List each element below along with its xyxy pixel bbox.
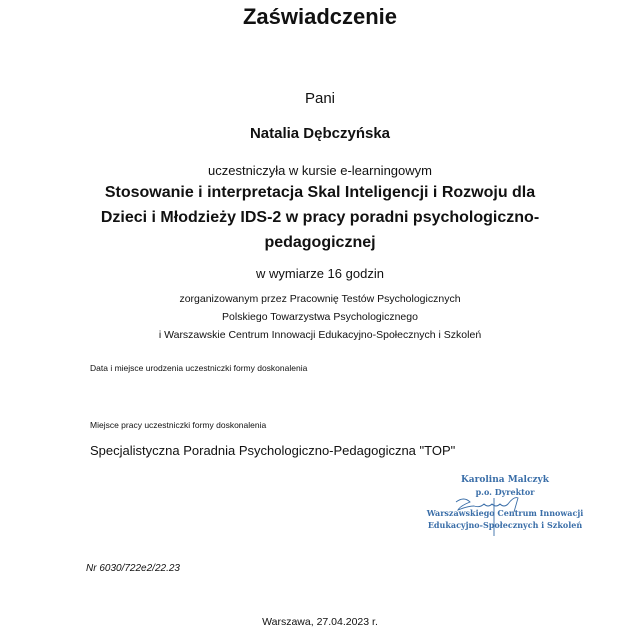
- course-hours: w wymiarze 16 godzin: [256, 266, 384, 281]
- document-title: Zaświadczenie: [242, 4, 398, 29]
- certificate-number: Nr 6030/722e2/22.23: [86, 563, 180, 574]
- stamp-institution: Edukacyjno-Społecznych i Szkoleń: [427, 520, 583, 530]
- course-title: Stosowanie i interpretacja Skal Inteligencji i Rozwoju dla Dzieci i Młodzieży IDS-2 w pracy poradni psychologiczno-pedagogicznej: [100, 184, 540, 251]
- organizer-line: Polskiego Towarzystwa Psychologicznego: [222, 311, 418, 323]
- signer-name: Karolina Malczyk: [460, 475, 549, 485]
- place-date: Warszawa, 27.04.2023 r.: [262, 616, 378, 628]
- salutation: Pani: [304, 90, 336, 107]
- handwritten-signature-icon: [450, 488, 560, 538]
- intro-text: uczestniczyła w kursie e-learningowym: [208, 163, 432, 178]
- stamp-institution: Warszawskiego Centrum Innowacji: [426, 508, 584, 518]
- organizers: [0, 290, 640, 344]
- organizer-line: i Warszawskie Centrum Innowacji Edukacyjno-Społecznych i Szkoleń: [158, 329, 482, 341]
- organizer-line: zorganizowanym przez Pracownię Testów Psychologicznych: [179, 293, 461, 305]
- work-label: Miejsce pracy uczestniczki formy doskonalenia: [90, 420, 267, 430]
- signature-stamp: [420, 474, 590, 531]
- workplace: Specjalistyczna Poradnia Psychologiczno-Pedagogiczna "TOP": [90, 443, 456, 458]
- participant-name: Natalia Dębczyńska: [249, 125, 391, 142]
- signer-role: p.o. Dyrektor: [475, 487, 535, 497]
- birth-label: Data i miejsce urodzenia uczestniczki formy doskonalenia: [90, 363, 308, 373]
